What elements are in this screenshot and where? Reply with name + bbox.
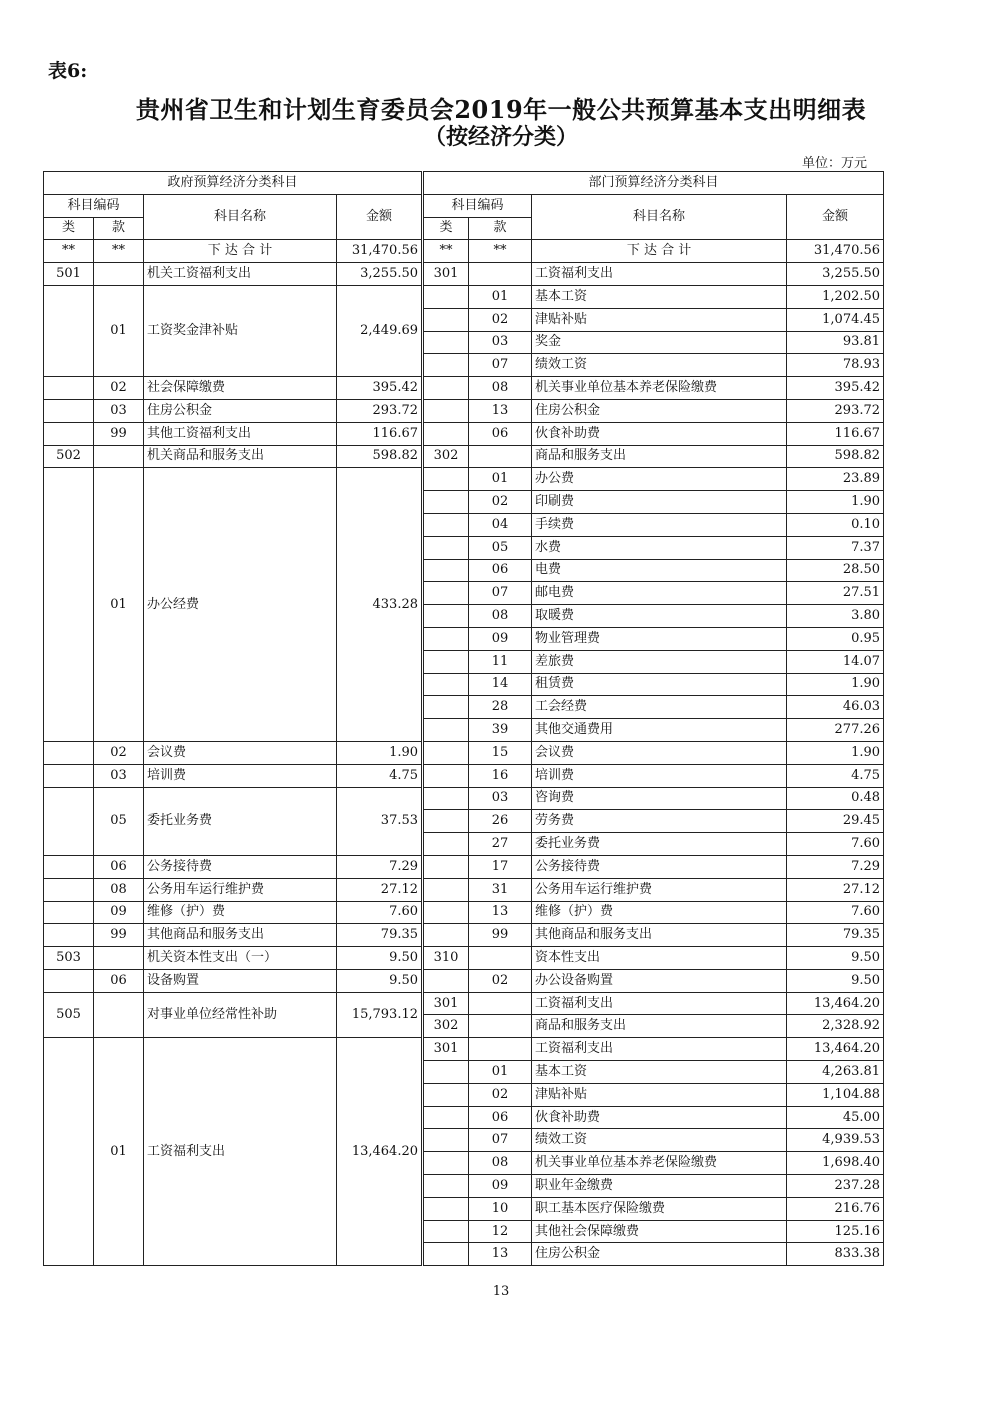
gov-kuan-header: 款 <box>94 217 144 240</box>
dept-amount-cell: 1.90 <box>787 741 884 764</box>
dept-amount-cell: 7.60 <box>787 901 884 924</box>
dept-kuan-cell: 07 <box>469 354 532 377</box>
dept-name-cell: 培训费 <box>532 764 787 787</box>
gov-amount-cell: 1.90 <box>337 741 423 764</box>
dept-lei-cell: 301 <box>423 1038 469 1061</box>
table-row <box>44 969 884 992</box>
dept-kuan-cell <box>469 1038 532 1061</box>
dept-kuan-cell <box>469 1015 532 1038</box>
dept-kuan-cell: 11 <box>469 650 532 673</box>
total-lei: ** <box>44 240 94 263</box>
dept-name-cell: 租赁费 <box>532 673 787 696</box>
gov-amount-header: 金额 <box>337 194 423 240</box>
dept-name-cell: 其他社会保障缴费 <box>532 1220 787 1243</box>
dept-kuan-cell: 08 <box>469 605 532 628</box>
dept-lei-cell <box>423 833 469 856</box>
gov-kuan-cell: 09 <box>94 901 144 924</box>
dept-name-cell: 公务用车运行维护费 <box>532 878 787 901</box>
page-title: 贵州省卫生和计划生育委员会2019年一般公共预算基本支出明细表 <box>135 95 867 124</box>
gov-lei-cell <box>44 399 94 422</box>
dept-kuan-cell: 03 <box>469 331 532 354</box>
gov-section-header: 政府预算经济分类科目 <box>44 172 423 195</box>
dept-name-cell: 委托业务费 <box>532 833 787 856</box>
dept-kuan-cell: 06 <box>469 422 532 445</box>
dept-lei-cell <box>423 582 469 605</box>
total-row <box>44 240 884 263</box>
dept-lei-cell <box>423 855 469 878</box>
dept-lei-cell <box>423 354 469 377</box>
dept-lei-cell <box>423 468 469 491</box>
gov-kuan-cell <box>94 263 144 286</box>
dept-name-cell: 住房公积金 <box>532 1243 787 1266</box>
dept-kuan-cell: 13 <box>469 399 532 422</box>
table-row <box>44 901 884 924</box>
gov-amount-cell: 395.42 <box>337 377 423 400</box>
dept-amount-cell: 0.48 <box>787 787 884 810</box>
gov-name-header: 科目名称 <box>144 194 337 240</box>
dept-amount-cell: 216.76 <box>787 1197 884 1220</box>
dept-lei-cell <box>423 741 469 764</box>
dept-name-cell: 办公费 <box>532 468 787 491</box>
dept-kuan-cell: 02 <box>469 1083 532 1106</box>
table-row <box>44 878 884 901</box>
dept-amount-cell: 7.60 <box>787 833 884 856</box>
dept-name-cell: 工资福利支出 <box>532 992 787 1015</box>
dept-amount-cell: 237.28 <box>787 1175 884 1198</box>
gov-amount-cell: 15,793.12 <box>337 992 423 1038</box>
dept-lei-cell <box>423 650 469 673</box>
dept-kuan-cell: 12 <box>469 1220 532 1243</box>
gov-code-header: 科目编码 <box>44 194 144 217</box>
gov-kuan-cell: 02 <box>94 741 144 764</box>
gov-name-cell: 工资奖金津补贴 <box>144 285 337 376</box>
gov-kuan-cell: 02 <box>94 377 144 400</box>
gov-kuan-cell: 08 <box>94 878 144 901</box>
dept-amount-cell: 27.51 <box>787 582 884 605</box>
gov-lei-cell: 505 <box>44 992 94 1038</box>
total-kuan-dept: ** <box>469 240 532 263</box>
dept-kuan-cell <box>469 947 532 970</box>
dept-kuan-cell: 26 <box>469 810 532 833</box>
dept-name-cell: 取暖费 <box>532 605 787 628</box>
dept-kuan-cell: 02 <box>469 969 532 992</box>
dept-lei-cell <box>423 627 469 650</box>
dept-amount-cell: 4.75 <box>787 764 884 787</box>
table-row <box>44 1038 884 1061</box>
total-amount: 31,470.56 <box>337 240 423 263</box>
total-kuan: ** <box>94 240 144 263</box>
dept-name-cell: 资本性支出 <box>532 947 787 970</box>
dept-lei-cell <box>423 810 469 833</box>
gov-amount-cell: 4.75 <box>337 764 423 787</box>
gov-lei-cell <box>44 764 94 787</box>
dept-lei-cell <box>423 1106 469 1129</box>
gov-amount-cell: 7.60 <box>337 901 423 924</box>
gov-kuan-cell: 01 <box>94 1038 144 1266</box>
gov-lei-cell <box>44 878 94 901</box>
dept-amount-cell: 93.81 <box>787 331 884 354</box>
dept-lei-cell <box>423 673 469 696</box>
gov-amount-cell: 13,464.20 <box>337 1038 423 1266</box>
table-row <box>44 285 884 308</box>
dept-amount-cell: 13,464.20 <box>787 992 884 1015</box>
dept-amount-cell: 23.89 <box>787 468 884 491</box>
dept-amount-cell: 1,698.40 <box>787 1152 884 1175</box>
dept-amount-cell: 4,939.53 <box>787 1129 884 1152</box>
dept-name-cell: 商品和服务支出 <box>532 445 787 468</box>
gov-lei-cell <box>44 924 94 947</box>
table-row <box>44 377 884 400</box>
dept-name-cell: 工资福利支出 <box>532 263 787 286</box>
gov-amount-cell: 598.82 <box>337 445 423 468</box>
dept-lei-cell <box>423 969 469 992</box>
table-row <box>44 992 884 1015</box>
gov-lei-cell <box>44 285 94 376</box>
gov-amount-cell: 37.53 <box>337 787 423 855</box>
dept-amount-cell: 78.93 <box>787 354 884 377</box>
dept-name-cell: 手续费 <box>532 513 787 536</box>
dept-amount-cell: 29.45 <box>787 810 884 833</box>
table-row <box>44 422 884 445</box>
dept-lei-cell: 302 <box>423 1015 469 1038</box>
gov-kuan-cell: 05 <box>94 787 144 855</box>
dept-kuan-cell: 07 <box>469 582 532 605</box>
gov-lei-cell <box>44 468 94 742</box>
dept-lei-cell: 301 <box>423 263 469 286</box>
dept-amount-cell: 1.90 <box>787 673 884 696</box>
gov-lei-cell <box>44 741 94 764</box>
page-number: 13 <box>492 1284 510 1299</box>
dept-kuan-cell: 03 <box>469 787 532 810</box>
dept-lei-cell <box>423 605 469 628</box>
dept-name-cell: 会议费 <box>532 741 787 764</box>
gov-amount-cell: 27.12 <box>337 878 423 901</box>
gov-name-cell: 委托业务费 <box>144 787 337 855</box>
unit-label: 单位：万元 <box>802 156 868 171</box>
gov-kuan-cell: 99 <box>94 924 144 947</box>
dept-kuan-cell: 04 <box>469 513 532 536</box>
dept-name-header: 科目名称 <box>532 194 787 240</box>
dept-kuan-cell: 13 <box>469 1243 532 1266</box>
dept-lei-cell <box>423 559 469 582</box>
dept-lei-cell <box>423 377 469 400</box>
gov-amount-cell: 7.29 <box>337 855 423 878</box>
dept-lei-cell <box>423 764 469 787</box>
dept-name-cell: 维修（护）费 <box>532 901 787 924</box>
dept-amount-cell: 4,263.81 <box>787 1061 884 1084</box>
dept-kuan-cell: 02 <box>469 308 532 331</box>
dept-lei-cell <box>423 399 469 422</box>
dept-name-cell: 基本工资 <box>532 285 787 308</box>
gov-kuan-cell: 03 <box>94 764 144 787</box>
gov-kuan-cell <box>94 992 144 1038</box>
gov-kuan-cell: 06 <box>94 855 144 878</box>
dept-kuan-cell: 39 <box>469 719 532 742</box>
table-label: 表6: <box>48 60 88 82</box>
dept-kuan-cell: 01 <box>469 1061 532 1084</box>
dept-kuan-cell: 08 <box>469 377 532 400</box>
dept-amount-cell: 14.07 <box>787 650 884 673</box>
dept-amount-cell: 2,328.92 <box>787 1015 884 1038</box>
dept-kuan-cell: 17 <box>469 855 532 878</box>
table-row <box>44 787 884 810</box>
dept-amount-cell: 1,074.45 <box>787 308 884 331</box>
gov-amount-cell: 9.50 <box>337 969 423 992</box>
dept-amount-cell: 28.50 <box>787 559 884 582</box>
dept-kuan-cell: 28 <box>469 696 532 719</box>
gov-kuan-cell: 01 <box>94 285 144 376</box>
table-row <box>44 468 884 491</box>
gov-kuan-cell: 01 <box>94 468 144 742</box>
gov-amount-cell: 9.50 <box>337 947 423 970</box>
dept-amount-cell: 9.50 <box>787 969 884 992</box>
dept-kuan-cell: 14 <box>469 673 532 696</box>
dept-lei-cell <box>423 901 469 924</box>
dept-kuan-cell <box>469 445 532 468</box>
dept-name-cell: 物业管理费 <box>532 627 787 650</box>
dept-amount-cell: 27.12 <box>787 878 884 901</box>
gov-name-cell: 会议费 <box>144 741 337 764</box>
table-row <box>44 855 884 878</box>
gov-lei-cell <box>44 969 94 992</box>
dept-kuan-cell: 07 <box>469 1129 532 1152</box>
gov-amount-cell: 433.28 <box>337 468 423 742</box>
budget-table <box>43 171 884 1266</box>
dept-name-cell: 差旅费 <box>532 650 787 673</box>
dept-lei-cell <box>423 787 469 810</box>
dept-kuan-header: 款 <box>469 217 532 240</box>
dept-name-cell: 机关事业单位基本养老保险缴费 <box>532 377 787 400</box>
dept-kuan-cell: 06 <box>469 559 532 582</box>
dept-lei-header: 类 <box>423 217 469 240</box>
total-name: 下 达 合 计 <box>144 240 337 263</box>
dept-name-cell: 绩效工资 <box>532 354 787 377</box>
dept-name-cell: 津贴补贴 <box>532 1083 787 1106</box>
dept-amount-cell: 125.16 <box>787 1220 884 1243</box>
dept-name-cell: 工会经费 <box>532 696 787 719</box>
dept-lei-cell <box>423 1152 469 1175</box>
dept-amount-cell: 79.35 <box>787 924 884 947</box>
dept-kuan-cell: 06 <box>469 1106 532 1129</box>
dept-kuan-cell: 13 <box>469 901 532 924</box>
gov-lei-cell <box>44 377 94 400</box>
dept-amount-cell: 1,202.50 <box>787 285 884 308</box>
dept-name-cell: 其他交通费用 <box>532 719 787 742</box>
gov-lei-cell: 503 <box>44 947 94 970</box>
dept-kuan-cell: 01 <box>469 285 532 308</box>
dept-amount-cell: 7.37 <box>787 536 884 559</box>
dept-name-cell: 印刷费 <box>532 491 787 514</box>
gov-name-cell: 公务接待费 <box>144 855 337 878</box>
dept-name-cell: 商品和服务支出 <box>532 1015 787 1038</box>
dept-lei-cell <box>423 331 469 354</box>
total-name-dept: 下 达 合 计 <box>532 240 787 263</box>
dept-lei-cell <box>423 285 469 308</box>
gov-name-cell: 公务用车运行维护费 <box>144 878 337 901</box>
dept-kuan-cell: 09 <box>469 1175 532 1198</box>
dept-kuan-cell: 31 <box>469 878 532 901</box>
dept-amount-cell: 1.90 <box>787 491 884 514</box>
dept-amount-cell: 277.26 <box>787 719 884 742</box>
total-lei-dept: ** <box>423 240 469 263</box>
dept-kuan-cell: 16 <box>469 764 532 787</box>
dept-kuan-cell: 09 <box>469 627 532 650</box>
dept-amount-cell: 9.50 <box>787 947 884 970</box>
dept-name-cell: 职业年金缴费 <box>532 1175 787 1198</box>
gov-amount-cell: 79.35 <box>337 924 423 947</box>
dept-section-header: 部门预算经济分类科目 <box>423 172 884 195</box>
gov-amount-cell: 2,449.69 <box>337 285 423 376</box>
dept-name-cell: 伙食补助费 <box>532 1106 787 1129</box>
dept-kuan-cell: 27 <box>469 833 532 856</box>
dept-amount-cell: 598.82 <box>787 445 884 468</box>
dept-name-cell: 邮电费 <box>532 582 787 605</box>
dept-kuan-cell: 02 <box>469 491 532 514</box>
gov-lei-cell: 502 <box>44 445 94 468</box>
gov-name-cell: 培训费 <box>144 764 337 787</box>
dept-lei-cell <box>423 491 469 514</box>
table-row <box>44 947 884 970</box>
dept-amount-cell: 116.67 <box>787 422 884 445</box>
dept-lei-cell <box>423 308 469 331</box>
dept-kuan-cell: 99 <box>469 924 532 947</box>
dept-lei-cell <box>423 1083 469 1106</box>
gov-name-cell: 机关工资福利支出 <box>144 263 337 286</box>
gov-name-cell: 设备购置 <box>144 969 337 992</box>
dept-lei-cell <box>423 696 469 719</box>
dept-name-cell: 其他商品和服务支出 <box>532 924 787 947</box>
dept-amount-cell: 3.80 <box>787 605 884 628</box>
gov-amount-cell: 116.67 <box>337 422 423 445</box>
dept-lei-cell <box>423 513 469 536</box>
gov-name-cell: 对事业单位经常性补助 <box>144 992 337 1038</box>
dept-name-cell: 工资福利支出 <box>532 1038 787 1061</box>
dept-lei-cell <box>423 924 469 947</box>
gov-name-cell: 工资福利支出 <box>144 1038 337 1266</box>
dept-lei-cell <box>423 878 469 901</box>
dept-amount-cell: 833.38 <box>787 1243 884 1266</box>
gov-kuan-cell: 03 <box>94 399 144 422</box>
gov-lei-cell <box>44 787 94 855</box>
gov-name-cell: 住房公积金 <box>144 399 337 422</box>
dept-name-cell: 水费 <box>532 536 787 559</box>
gov-name-cell: 社会保障缴费 <box>144 377 337 400</box>
dept-amount-cell: 46.03 <box>787 696 884 719</box>
table-row <box>44 741 884 764</box>
gov-kuan-cell: 06 <box>94 969 144 992</box>
gov-kuan-cell: 99 <box>94 422 144 445</box>
dept-lei-cell <box>423 719 469 742</box>
gov-lei-cell <box>44 422 94 445</box>
dept-name-cell: 咨询费 <box>532 787 787 810</box>
table-row <box>44 924 884 947</box>
gov-lei-cell <box>44 855 94 878</box>
dept-lei-cell <box>423 1175 469 1198</box>
gov-name-cell: 机关商品和服务支出 <box>144 445 337 468</box>
dept-amount-cell: 395.42 <box>787 377 884 400</box>
gov-lei-cell <box>44 1038 94 1266</box>
dept-name-cell: 电费 <box>532 559 787 582</box>
gov-name-cell: 维修（护）费 <box>144 901 337 924</box>
dept-lei-cell: 301 <box>423 992 469 1015</box>
dept-kuan-cell: 10 <box>469 1197 532 1220</box>
table-row <box>44 263 884 286</box>
dept-kuan-cell <box>469 263 532 286</box>
table-row <box>44 445 884 468</box>
dept-name-cell: 劳务费 <box>532 810 787 833</box>
dept-amount-cell: 293.72 <box>787 399 884 422</box>
dept-amount-cell: 3,255.50 <box>787 263 884 286</box>
gov-amount-cell: 293.72 <box>337 399 423 422</box>
dept-name-cell: 基本工资 <box>532 1061 787 1084</box>
total-amount-dept: 31,470.56 <box>787 240 884 263</box>
dept-lei-cell: 310 <box>423 947 469 970</box>
table-row <box>44 764 884 787</box>
dept-amount-cell: 13,464.20 <box>787 1038 884 1061</box>
dept-kuan-cell: 15 <box>469 741 532 764</box>
dept-lei-cell <box>423 1129 469 1152</box>
dept-code-header: 科目编码 <box>423 194 532 217</box>
dept-amount-header: 金额 <box>787 194 884 240</box>
page-subtitle: （按经济分类） <box>423 124 578 150</box>
dept-name-cell: 津贴补贴 <box>532 308 787 331</box>
dept-amount-cell: 7.29 <box>787 855 884 878</box>
dept-lei-cell <box>423 1061 469 1084</box>
dept-kuan-cell <box>469 992 532 1015</box>
dept-kuan-cell: 08 <box>469 1152 532 1175</box>
dept-name-cell: 办公设备购置 <box>532 969 787 992</box>
dept-kuan-cell: 01 <box>469 468 532 491</box>
gov-kuan-cell <box>94 445 144 468</box>
dept-lei-cell: 302 <box>423 445 469 468</box>
dept-name-cell: 伙食补助费 <box>532 422 787 445</box>
dept-lei-cell <box>423 1220 469 1243</box>
gov-kuan-cell <box>94 947 144 970</box>
dept-name-cell: 住房公积金 <box>532 399 787 422</box>
dept-lei-cell <box>423 422 469 445</box>
dept-amount-cell: 0.10 <box>787 513 884 536</box>
dept-lei-cell <box>423 1243 469 1266</box>
dept-amount-cell: 1,104.88 <box>787 1083 884 1106</box>
dept-kuan-cell: 05 <box>469 536 532 559</box>
gov-name-cell: 其他商品和服务支出 <box>144 924 337 947</box>
gov-name-cell: 机关资本性支出（一） <box>144 947 337 970</box>
dept-lei-cell <box>423 1197 469 1220</box>
dept-amount-cell: 45.00 <box>787 1106 884 1129</box>
dept-name-cell: 职工基本医疗保险缴费 <box>532 1197 787 1220</box>
dept-lei-cell <box>423 536 469 559</box>
dept-name-cell: 公务接待费 <box>532 855 787 878</box>
dept-name-cell: 奖金 <box>532 331 787 354</box>
dept-amount-cell: 0.95 <box>787 627 884 650</box>
gov-lei-cell: 501 <box>44 263 94 286</box>
gov-lei-header: 类 <box>44 217 94 240</box>
gov-amount-cell: 3,255.50 <box>337 263 423 286</box>
gov-name-cell: 其他工资福利支出 <box>144 422 337 445</box>
gov-lei-cell <box>44 901 94 924</box>
table-row <box>44 399 884 422</box>
dept-name-cell: 绩效工资 <box>532 1129 787 1152</box>
dept-name-cell: 机关事业单位基本养老保险缴费 <box>532 1152 787 1175</box>
gov-name-cell: 办公经费 <box>144 468 337 742</box>
